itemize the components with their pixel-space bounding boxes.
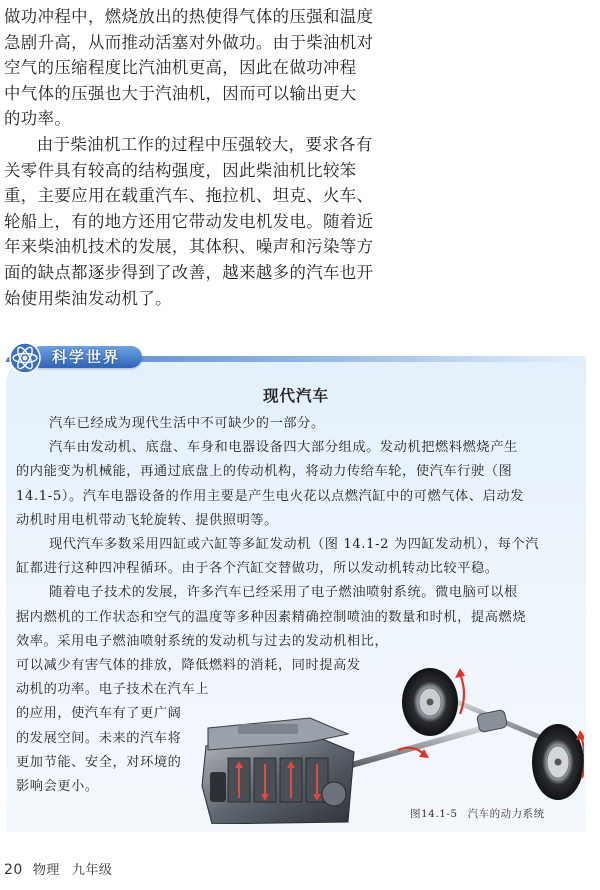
text-line: 由于柴油机工作的过程中压强较大，要求各有: [36, 134, 373, 154]
rear-left-wheel: [402, 668, 458, 736]
box-paragraph-1: 汽车已经成为现代生活中不可缺少的一部分。: [49, 416, 325, 431]
science-world-banner: [8, 342, 142, 372]
box-title: 现代汽车: [262, 387, 329, 405]
text-line: 效率。采用电子燃油喷射系统的发动机与过去的发动机相比，: [16, 633, 389, 649]
text-line: 的功率。: [4, 109, 72, 129]
main-text: [4, 4, 376, 311]
text-line: 据内燃机的工作状态和空气的温度等多种因素精确控制喷油的数量和时机，提高燃烧: [16, 609, 527, 625]
text-line: 可以减少有害气体的排放，降低燃料的消耗，同时提高发: [16, 658, 361, 674]
text-line: 中气体的压强也大于汽油机，因而可以输出更大: [4, 83, 357, 103]
banner-label: 科学世界: [52, 348, 121, 366]
text-line: 动机的功率。电子技术在汽车上: [16, 682, 210, 698]
text-line: 影响会更小。: [16, 779, 99, 795]
text-line: 随着电子技术的发展，许多汽车已经采用了电子燃油喷射系统。微电脑可以根: [49, 585, 518, 601]
text-line: 始使用柴油发动机了。: [4, 288, 172, 308]
footer-subject: 物理: [32, 863, 60, 878]
text-line: 急剧升高，从而推动活塞对外做功。由于柴油机对: [4, 32, 374, 52]
main-paragraph-1: [4, 4, 376, 132]
text-line: 的应用，使汽车有了更广阔: [16, 706, 182, 722]
page-footer: [4, 859, 124, 878]
text-line: 重，主要应用在载重汽车、拖拉机、坦克、火车、: [4, 186, 374, 206]
text-line: 缸都进行这种四冲程循环。由于各个汽缸交替做功，所以发动机转动比较平稳。: [16, 561, 499, 577]
figure-title: 汽车的动力系统: [467, 808, 545, 820]
rear-right-wheel: [532, 724, 584, 800]
atom-icon: [8, 342, 42, 374]
main-paragraph-2: [4, 132, 376, 311]
text-line: 14.1-5）。汽车电器设备的作用主要是产生电火花以点燃汽缸中的可燃气体、启动发: [16, 488, 524, 504]
text-line: 轮船上，有的地方还用它带动发电机发电。随着近: [4, 211, 374, 231]
figure-caption: [410, 806, 545, 821]
page-number: 20: [4, 862, 23, 878]
text-line: 空气的压缩程度比汽油机更高，因此在做功冲程: [4, 58, 357, 78]
text-line: 面的缺点都逐步得到了改善，越来越多的汽车也开: [4, 262, 374, 282]
text-line: 汽车由发动机、底盘、车身和电器设备四大部分组成。发动机把燃料燃烧产生: [49, 440, 518, 456]
text-line: 动机时用电机带动飞轮旋转、提供照明等。: [16, 512, 278, 528]
figure-number: 图14.1-5: [410, 808, 458, 820]
text-line: 的发展空间。未来的汽车将: [16, 730, 182, 746]
text-line: 的内能变为机械能，再通过底盘上的传动机构，将动力传给车轮，使汽车行驶（图: [16, 464, 513, 480]
powertrain-illustration: [198, 654, 584, 824]
text-line: 关零件具有较高的结构强度，因此柴油机比较笨: [4, 160, 357, 180]
footer-grade: 九年级: [71, 863, 113, 878]
text-line: 做功冲程中，燃烧放出的热使得气体的压强和温度: [4, 7, 374, 26]
text-line: 年来柴油机技术的发展，其体积、噪声和污染等方: [4, 237, 374, 257]
engine-block: [202, 718, 354, 824]
text-line: 现代汽车多数采用四缸或六缸等多缸发动机（图 14.1-2 为四缸发动机），每个汽: [49, 537, 539, 553]
text-line: 更加节能、安全，对环境的: [16, 754, 182, 770]
